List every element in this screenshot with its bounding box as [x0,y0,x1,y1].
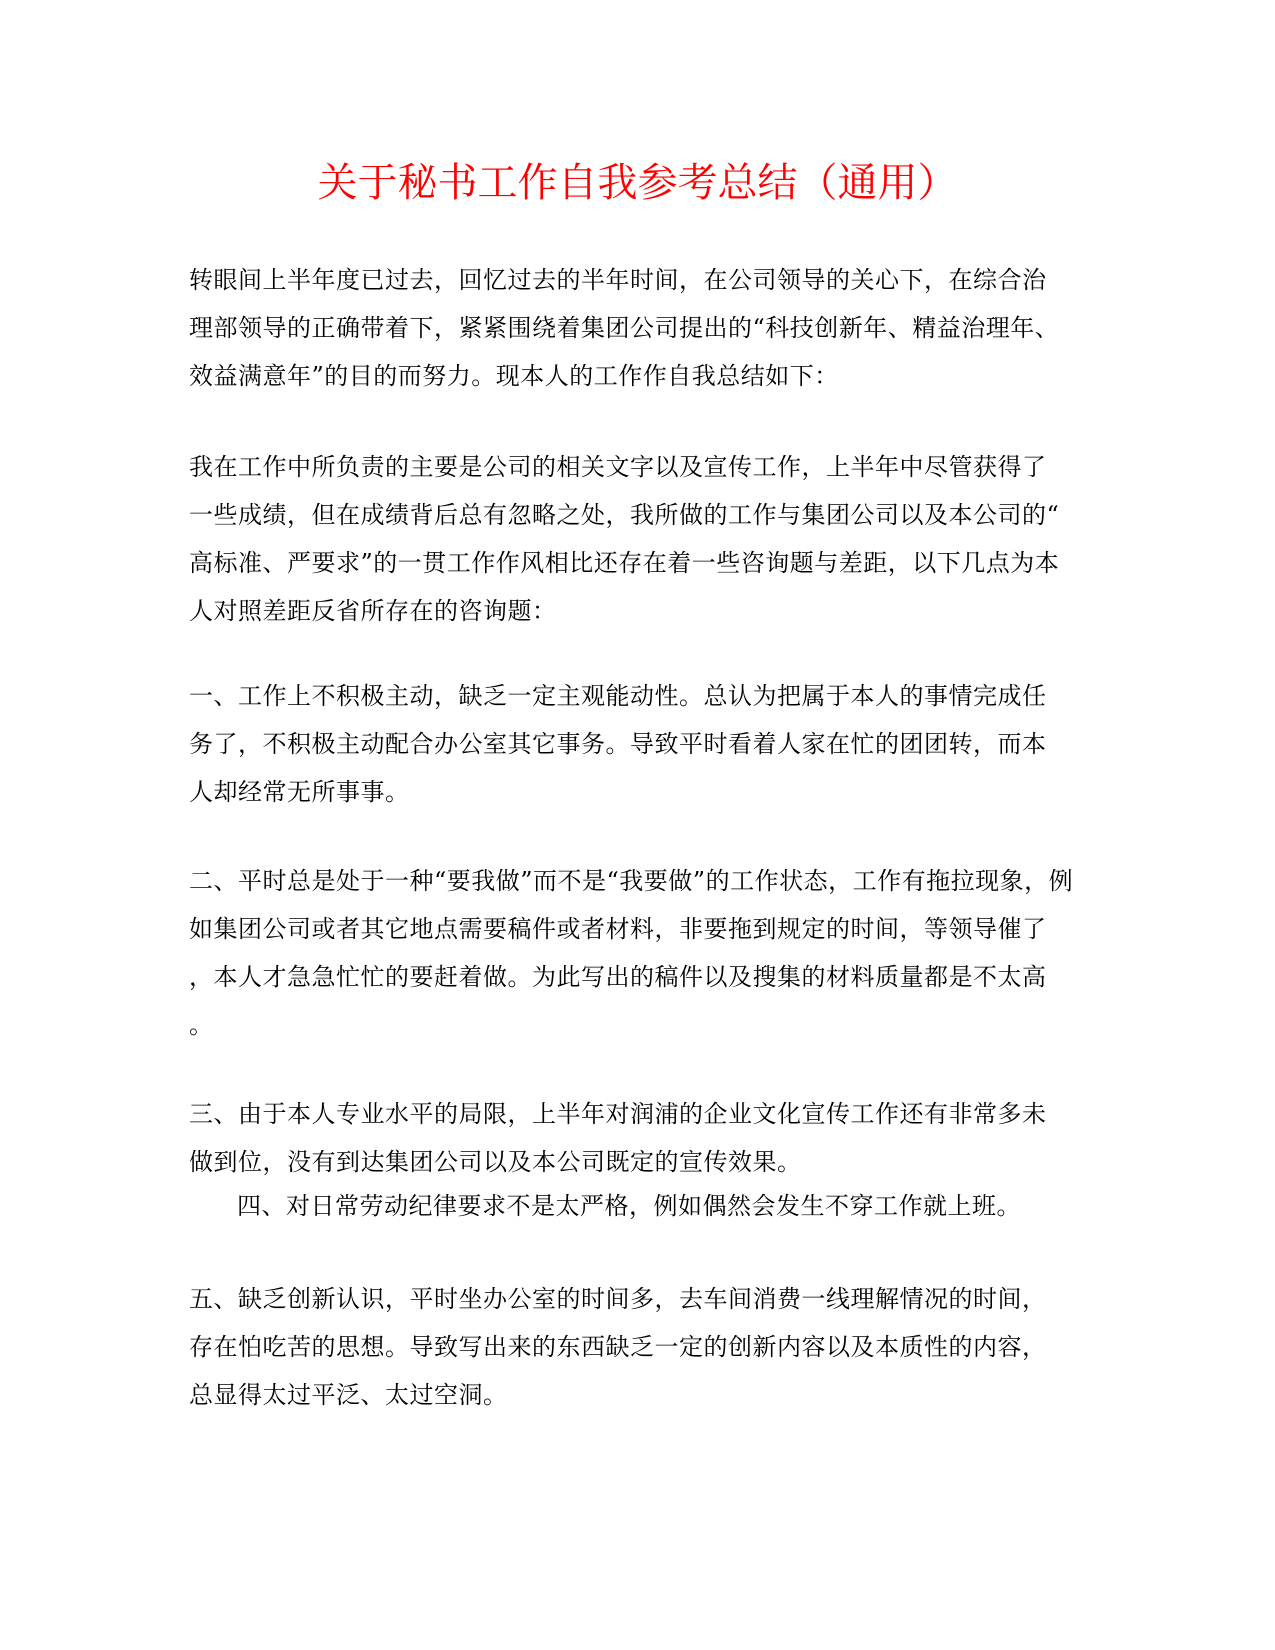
text-line: 四、对日常劳动纪律要求不是太严格，例如偶然会发生不穿工作就上班。 [237,1192,1021,1220]
text-line: 我在工作中所负责的主要是公司的相关文字以及宣传工作，上半年中尽管获得了 [189,453,1047,481]
paragraph-responsibilities [189,443,1079,635]
text-line: 高标准、严要求”的一贯工作作风相比还存在着一些咨询题与差距，以下几点为本 [189,549,1060,577]
text-line: 理部领导的正确带着下，紧紧围绕着集团公司提出的“科技创新年、精益治理年、 [189,314,1060,342]
text-line: 做到位，没有到达集团公司以及本公司既定的宣传效果。 [189,1148,802,1176]
text-line: 一、工作上不积极主动，缺乏一定主观能动性。总认为把属于本人的事情完成任 [189,682,1047,710]
text-line: 如集团公司或者其它地点需要稿件或者材料，非要拖到规定的时间，等领导催了 [189,915,1047,943]
text-line: 人却经常无所事事。 [189,778,410,806]
paragraph-item-five [189,1275,1079,1419]
paragraph-item-one [189,672,1079,816]
text-line: 效益满意年”的目的而努力。现本人的工作作自我总结如下： [189,362,839,390]
paragraph-item-four [189,1182,1079,1230]
text-line: 转眼间上半年度已过去，回忆过去的半年时间，在公司领导的关心下，在综合治 [189,266,1047,294]
text-line: 存在怕吃苦的思想。导致写出来的东西缺乏一定的创新内容以及本质性的内容， [189,1333,1047,1361]
paragraph-item-two [189,857,1079,1049]
text-line: 二、平时总是处于一种“要我做”而不是“我要做”的工作状态，工作有拖拉现象，例 [189,867,1074,895]
text-line: 务了，不积极主动配合办公室其它事务。导致平时看着人家在忙的团团转，而本 [189,730,1047,758]
text-line: 五、缺乏创新认识，平时坐办公室的时间多，去车间消费一线理解情况的时间， [189,1285,1047,1313]
text-line: 总显得太过平泛、太过空洞。 [189,1381,508,1409]
text-line: ，本人才急急忙忙的要赶着做。为此写出的稿件以及搜集的材料质量都是不太高 [189,963,1047,991]
paragraph-intro [189,256,1079,400]
paragraph-item-three [189,1090,1079,1186]
text-line: 。 [189,1011,214,1039]
text-line: 三、由于本人专业水平的局限，上半年对润浦的企业文化宣传工作还有非常多未 [189,1100,1047,1128]
document-title: 关于秘书工作自我参考总结（通用） [317,160,958,206]
text-line: 一些成绩，但在成绩背后总有忽略之处，我所做的工作与集团公司以及本公司的“ [189,501,1060,529]
text-line: 人对照差距反省所存在的咨询题： [189,597,557,625]
